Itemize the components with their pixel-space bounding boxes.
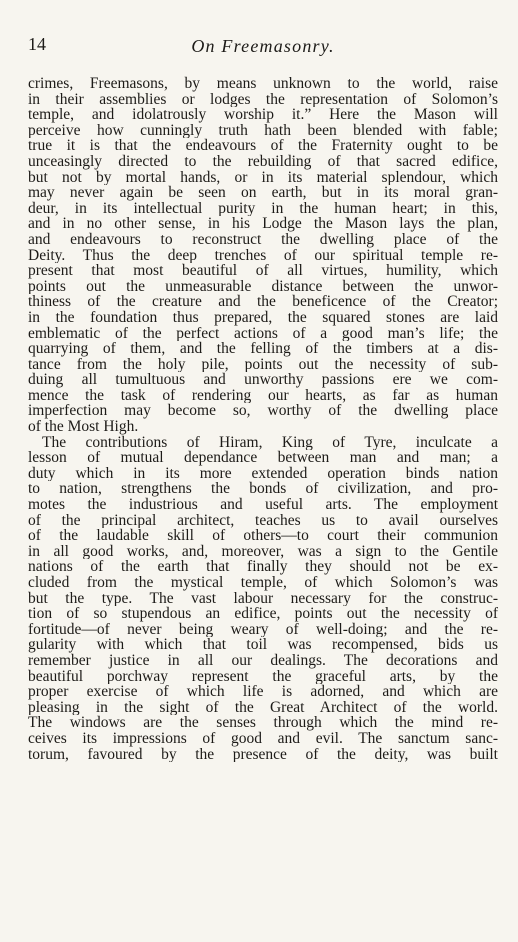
body-text [28,76,498,762]
text-line: of the principal architect, teaches us to avail ourselves [28,512,498,529]
text-line: duing all tumultuous and unworthy passions ere we com- [28,372,498,388]
text-line: ceives its impressions of good and evil. The sanctum sanc- [28,730,498,747]
text-line: fortitude—of never being weary of well-doing; and the re- [28,621,498,638]
text-line: nations of the earth that finally they should not be ex- [28,559,498,575]
text-line: temple, and idolatrously worship it.” Here the Mason will [28,107,498,123]
paragraph-end-line: of the Most High. [28,419,139,435]
text-line: emblematic of the perfect actions of a good man’s life; the [28,325,498,342]
text-line: imperfection may become so, worthy of the dwelling place [28,403,498,420]
text-line: and in no other sense, in his Lodge the Mason lays the plan, [28,216,498,232]
text-line: and endeavours to reconstruct the dwelling place of the [28,231,498,248]
text-line: tance from the holy pile, points out the necessity of sub- [28,356,498,373]
text-line: lesson of mutual dependance between man and man; a [28,450,498,466]
text-line: crimes, Freemasons, by means unknown to the world, raise [28,76,498,92]
text-line: points out the unmeasurable distance between the unwor- [28,278,498,295]
text-line: but the type. The vast labour necessary for the construc- [28,590,498,607]
paragraph-start-line: The contributions of Hiram, King of Tyre, inculcate a [42,434,498,451]
text-line: quarrying of them, and the felling of the timbers at a dis- [28,341,498,357]
text-line: Deity. Thus the deep trenches of our spiritual temple re- [28,247,498,264]
text-line: deur, in its intellectual purity in the human heart; in this, [28,200,498,217]
text-line: present that most beautiful of all virtues, humility, which [28,263,498,279]
text-line: remember justice in all our dealings. The decorations and [28,652,498,669]
text-line: true it is that the endeavours of the Fraternity ought to be [28,138,498,154]
text-line: beautiful porchway represent the graceful arts, by the [28,668,498,685]
text-line: thiness of the creature and the beneficence of the Creator; [28,294,498,310]
text-line: may never again be seen on earth, but in its moral gran- [28,185,498,201]
text-line: in the foundation thus prepared, the squared stones are laid [28,309,498,326]
text-line: motes the industrious and useful arts. The employment [28,497,498,513]
page-number: 14 [28,34,46,54]
text-line: cluded from the mystical temple, of which Solomon’s was [28,575,498,591]
text-line: duty which in its more extended operation binds nation [28,465,498,482]
text-line: in all good works, and, moreover, was a sign to the Gentile [28,543,498,560]
page-header [28,34,498,58]
running-title: On Freemasonry. [191,36,335,56]
text-line: torum, favoured by the presence of the deity, was built [28,746,498,763]
text-line: but not by mortal hands, or in its material splendour, which [28,169,498,186]
text-line: pleasing in the sight of the Great Architect of the world. [28,699,498,716]
text-line: perceive how cunningly truth hath been blended with fable; [28,122,498,139]
text-line: in their assemblies or lodges the representation of Solomon’s [28,91,498,108]
text-line: mence the task of rendering our hearts, as far as human [28,387,498,404]
text-line: proper exercise of which life is adorned, and which are [28,684,498,700]
text-line: tion of so stupendous an edifice, points out the necessity of [28,606,498,622]
text-line: of the laudable skill of others—to court their communion [28,528,498,544]
text-line: The windows are the senses through which the mind re- [28,715,498,731]
text-line: gularity with which that toil was recompensed, bids us [28,637,498,653]
text-line: to nation, strengthens the bonds of civilization, and pro- [28,481,498,498]
text-line: unceasingly directed to the rebuilding of that sacred edifice, [28,153,498,170]
